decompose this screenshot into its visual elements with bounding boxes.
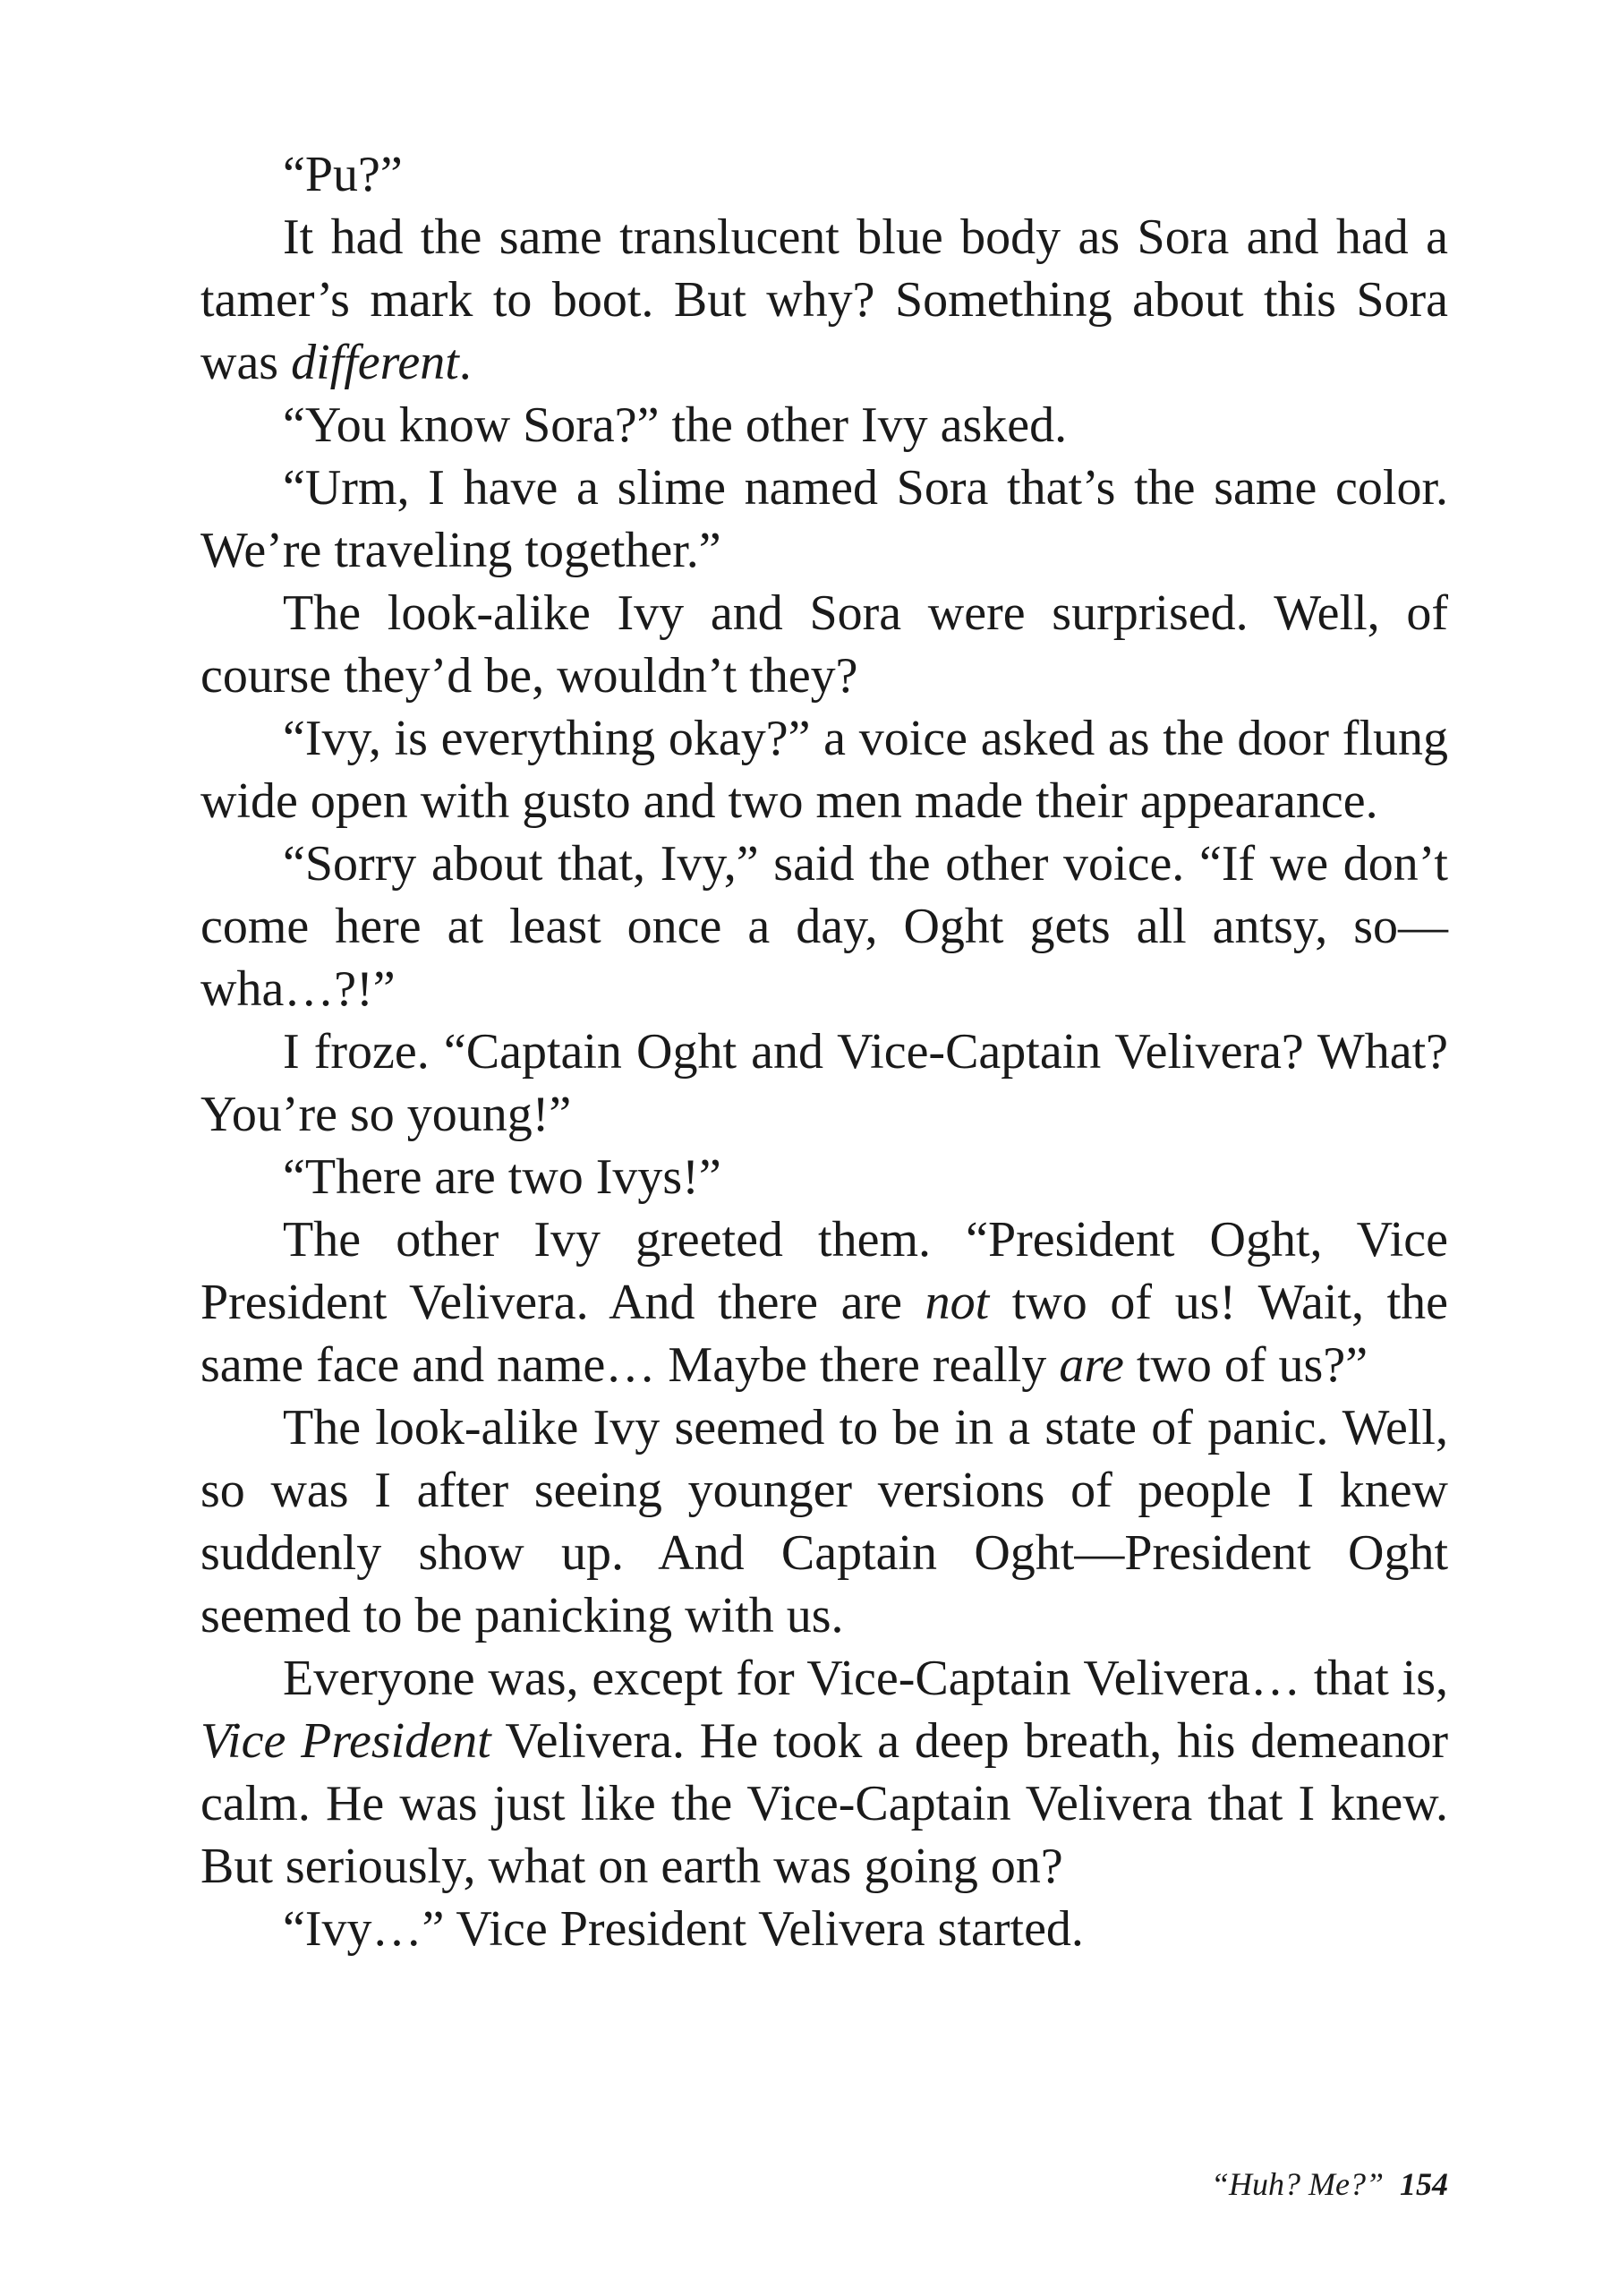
paragraph: [200, 832, 1448, 1020]
text-run: “There are two Ivys!”: [283, 1149, 721, 1205]
paragraph: [200, 143, 1448, 206]
paragraph: [200, 206, 1448, 394]
text-run: I froze. “Captain Oght and Vice-Captain Velivera? What? You’re so young!”: [200, 1024, 1448, 1142]
text-run: “Pu?”: [283, 147, 403, 202]
text-run: The other Ivy greeted them. “President Oght, Vice President Velivera. And there are: [200, 1212, 1448, 1330]
text-run: “Ivy…” Vice President Velivera started.: [283, 1901, 1084, 1957]
paragraph: [200, 1647, 1448, 1898]
text-run: .: [458, 335, 472, 390]
body-text: [200, 143, 1448, 1960]
running-chapter-title: “Huh? Me?”: [1210, 2166, 1384, 2202]
text-run: “Ivy, is everything okay?” a voice asked as the door flung wide open with gusto and two men made their appearance.: [200, 711, 1448, 829]
text-run: “Urm, I have a slime named Sora that’s the same color. We’re traveling together.”: [200, 460, 1448, 578]
paragraph: [200, 1898, 1448, 1960]
text-run: It had the same translucent blue body as Sora and had a tamer’s mark to boot. But why? Something about this Sora was: [200, 209, 1448, 390]
italic-text-run: different: [291, 335, 459, 390]
text-run: two of us! Wait, the same face and name… Maybe there really: [200, 1275, 1448, 1393]
paragraph: [200, 582, 1448, 707]
paragraph: [200, 457, 1448, 582]
italic-text-run: Vice President: [200, 1713, 491, 1769]
paragraph: [200, 707, 1448, 832]
text-run: The look-alike Ivy and Sora were surprised. Well, of course they’d be, wouldn’t they?: [200, 585, 1448, 704]
paragraph: [200, 1146, 1448, 1208]
paragraph: [200, 394, 1448, 457]
text-run: “You know Sora?” the other Ivy asked.: [283, 397, 1068, 453]
paragraph: [200, 1020, 1448, 1146]
paragraph: [200, 1208, 1448, 1396]
italic-text-run: not: [925, 1275, 990, 1330]
page-footer: [1211, 2164, 1448, 2204]
page-number: 154: [1400, 2166, 1448, 2202]
text-run: Everyone was, except for Vice-Captain Velivera… that is,: [283, 1651, 1448, 1706]
text-run: The look-alike Ivy seemed to be in a state of panic. Well, so was I after seeing younger versions of people I knew suddenly show up. And Captain Oght—President Oght seemed to be panicking with us.: [200, 1400, 1448, 1643]
paragraph: [200, 1396, 1448, 1647]
text-run: “Sorry about that, Ivy,” said the other voice. “If we don’t come here at least once a day, Oght gets all antsy, so—wha…?!”: [200, 836, 1448, 1017]
text-run: Velivera. He took a deep breath, his demeanor calm. He was just like the Vice-Captain Velivera that I knew. But seriously, what on earth was going on?: [200, 1713, 1448, 1894]
text-run: two of us?”: [1123, 1337, 1368, 1393]
italic-text-run: are: [1059, 1337, 1124, 1393]
